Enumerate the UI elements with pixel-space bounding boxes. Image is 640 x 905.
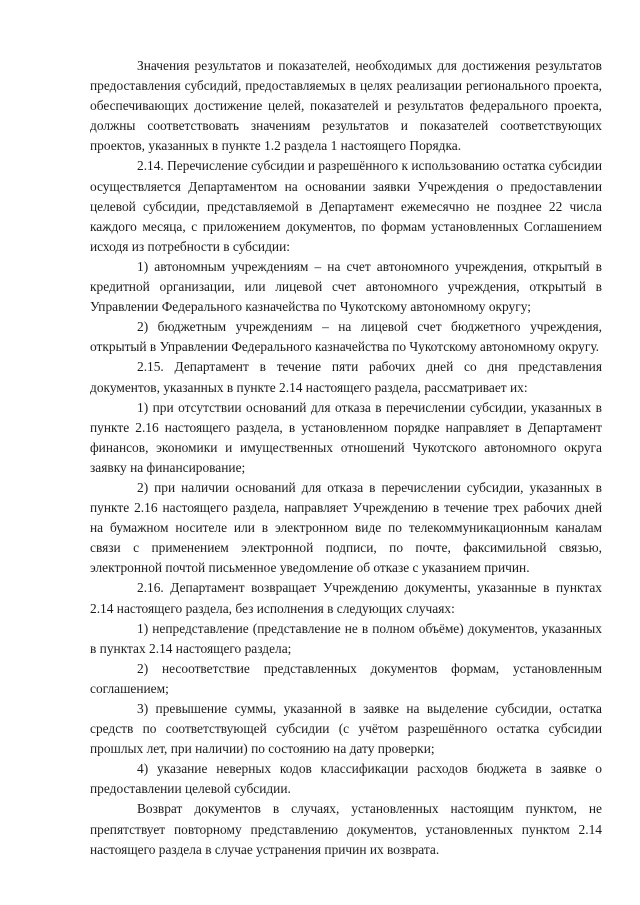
paragraph-2-15: 2.15. Департамент в течение пяти рабочих дней со дня представления документов, указанных в пункте 2.14 настоящего раздела, рассматривает их: xyxy=(90,359,602,395)
paragraph-2-15-item-1: 1) при отсутствии оснований для отказа в перечислении субсидии, указанных в пункте 2.16 настоящего раздела, в установленном порядке направляет в Департамент финансов, экономики и имущественных отношений Чукотского автономного округа заявку на финансирование; xyxy=(90,399,602,475)
paragraph-2-14: 2.14. Перечисление субсидии и разрешённого к использованию остатка субсидии осуществляется Департаментом на основании заявки Учреждения о предоставлении целевой субсидии, представляемой в Департамент ежемесячно не позднее 22 числа каждого месяца, с приложением документов, по формам установленных Соглашением исходя из потребности в субсидии: xyxy=(90,158,602,254)
paragraph-2-16-item-1: 1) непредставление (представление не в полном объёме) документов, указанных в пунктах 2.14 настоящего раздела; xyxy=(90,620,602,656)
paragraph-2-16-item-4: 4) указание неверных кодов классификации расходов бюджета в заявке о предоставлении целевой субсидии. xyxy=(90,761,602,797)
paragraph-2-14-item-2: 2) бюджетным учреждениям – на лицевой счет бюджетного учреждения, открытый в Управлении Федерального казначейства по Чукотскому автономному округу. xyxy=(90,319,602,355)
paragraph-results-values: Значения результатов и показателей, необходимых для достижения результатов предоставления субсидий, предоставляемых в целях реализации регионального проекта, обеспечивающих достижение целей, показателей и результатов федерального проекта, должны соответствовать значениям результатов и показателей соответствующих проектов, указанных в пункте 1.2 раздела 1 настоящего Порядка. xyxy=(90,58,602,154)
document-page xyxy=(90,56,602,860)
paragraph-2-16-item-3: 3) превышение суммы, указанной в заявке на выделение субсидии, остатка средств по соответствующей субсидии (с учётом разрешённого остатка субсидии прошлых лет, при наличии) по состоянию на дату проверки; xyxy=(90,701,602,757)
paragraph-2-16: 2.16. Департамент возвращает Учреждению документы, указанные в пунктах 2.14 настоящего раздела, без исполнения в следующих случаях: xyxy=(90,580,602,616)
paragraph-2-14-item-1: 1) автономным учреждениям – на счет автономного учреждения, открытый в кредитной организации, или лицевой счет автономного учреждения, открытый в Управлении Федерального казначейства по Чукотскому автономному округу; xyxy=(90,258,602,315)
paragraph-2-16-item-2: 2) несоответствие представленных документов формам, установленным соглашением; xyxy=(90,660,602,696)
paragraph-return-documents: Возврат документов в случаях, установленных настоящим пунктом, не препятствует повторному представлению документов, установленных пунктом 2.14 настоящего раздела в случае устранения причин их возврата. xyxy=(90,801,602,857)
paragraph-2-15-item-2: 2) при наличии оснований для отказа в перечислении субсидии, указанных в пункте 2.16 настоящего раздела, направляет Учреждению в течение трех рабочих дней на бумажном носителе или в электронном виде по телекоммуникационным каналам связи с применением электронной подписи, по почте, факсимильной связью, электронной почтой письменное уведомление об отказе с указанием причин. xyxy=(90,479,602,576)
